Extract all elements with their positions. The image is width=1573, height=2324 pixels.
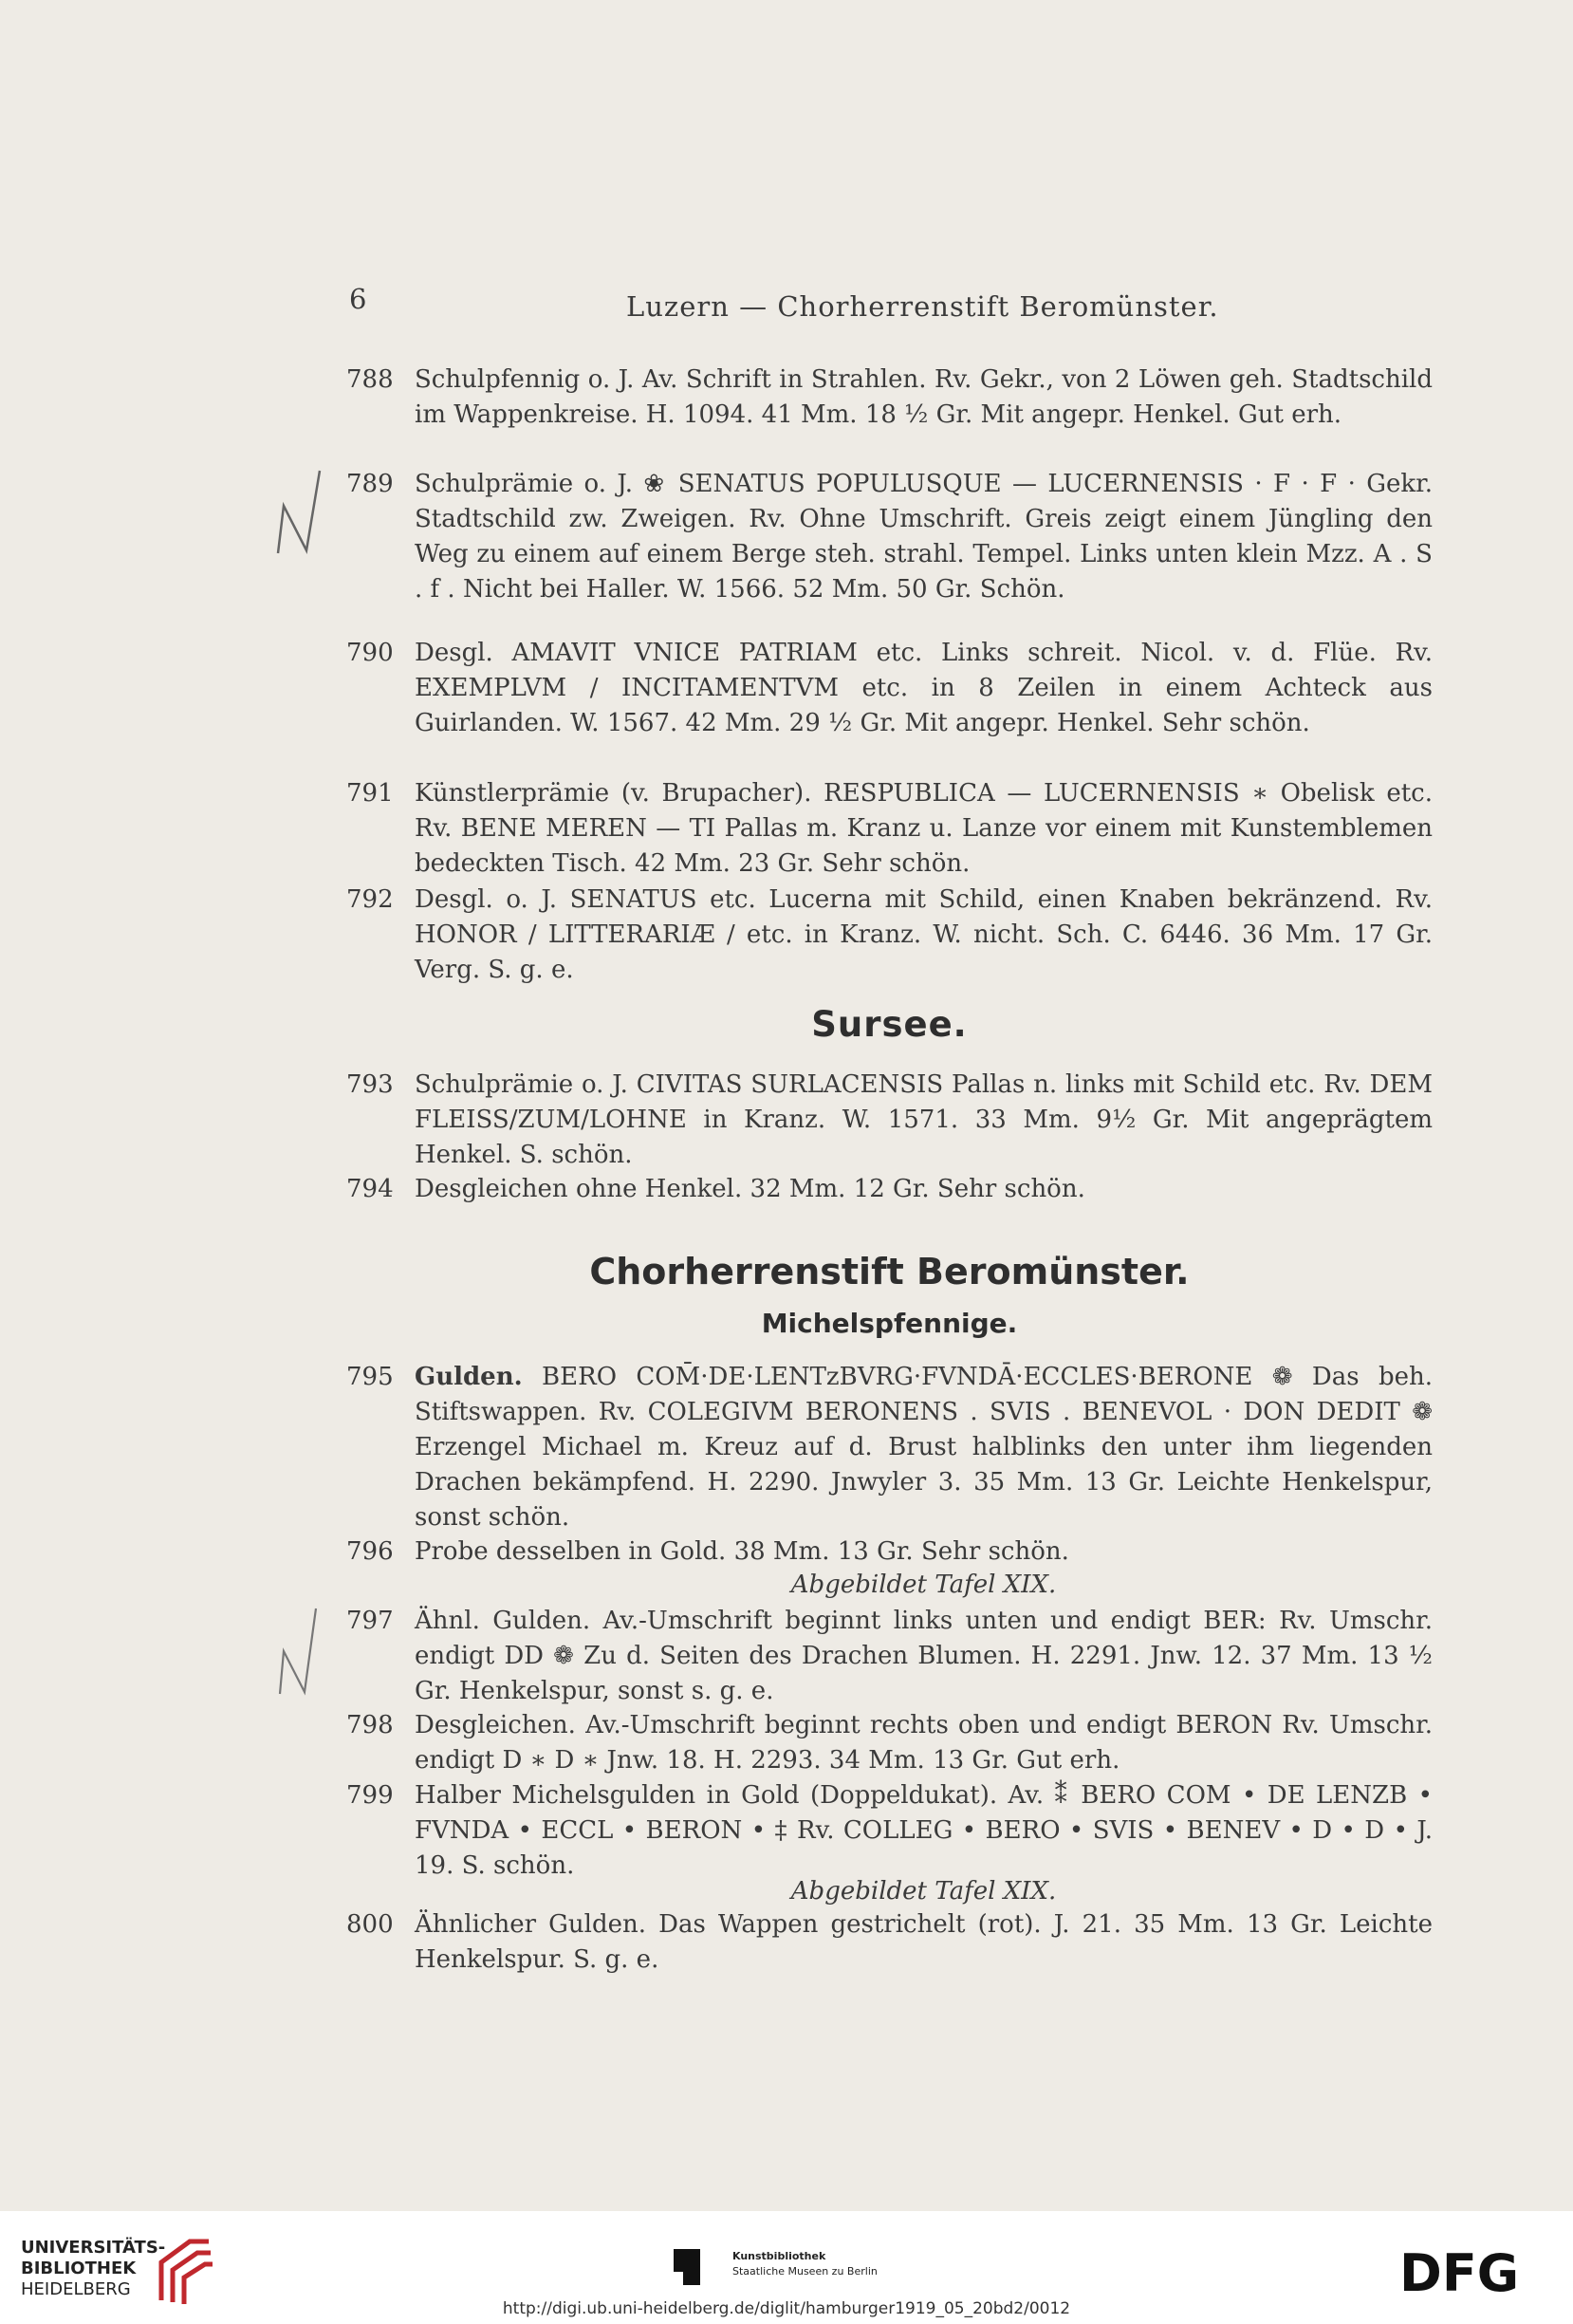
lot-entry-797: [346, 1604, 1433, 1709]
lot-entry-788: [346, 363, 1433, 433]
university-library-name[interactable]: [21, 2238, 165, 2300]
university-logo-icon[interactable]: [152, 2234, 218, 2310]
lot-description: Desgleichen. Av.-Umschrift beginnt rechts oben und endigt BERON Rv. Umschr. endigt D ∗ D ∗ Jnw. 18. H. 2293. 34 Mm. 13 Gr. Gut erh.: [415, 1711, 1433, 1775]
lot-number: 798: [346, 1711, 394, 1739]
lot-entry-789: [346, 467, 1433, 607]
pencil-mark-icon: [270, 463, 327, 567]
page-number: 6: [349, 283, 367, 315]
lot-description: Desgl. o. J. SENATUS etc. Lucerna mit Schild, einen Knaben bekränzend. Rv. HONOR / LITTERARIÆ / etc. in Kranz. W. nicht. Sch. C. 6446. 36 Mm. 17 Gr. Verg. S. g. e.: [415, 885, 1433, 984]
lot-number: 797: [346, 1607, 394, 1635]
lot-entry-794: [346, 1172, 1433, 1207]
lot-number: 800: [346, 1910, 394, 1939]
subsection-heading-michelspfennige: Michelspfennige.: [761, 1308, 1018, 1339]
lot-description: Desgleichen ohne Henkel. 32 Mm. 12 Gr. Sehr schön.: [415, 1175, 1085, 1203]
page-url[interactable]: http://digi.ub.uni-heidelberg.de/diglit/hamburger1919_05_20bd2/0012: [502, 2299, 1071, 2318]
lot-description: Schulprämie o. J. CIVITAS SURLACENSIS Pallas n. links mit Schild etc. Rv. DEM FLEISS/ZUM/LOHNE in Kranz. W. 1571. 33 Mm. 9½ Gr. Mit angeprägtem Henkel. S. schön.: [415, 1070, 1433, 1169]
kunstbibliothek-name: [732, 2249, 878, 2279]
lot-description: Halber Michelsgulden in Gold (Doppeldukat). Av. ⁑ BERO COM • DE LENZB • FVNDA • ECCL • BERON • ‡ Rv. COLLEG • BERO • SVIS • BENEV • D • D • J. 19. S. schön.: [415, 1781, 1433, 1880]
dfg-logo-text: DFG: [1399, 2247, 1520, 2295]
lot-description: Desgl. AMAVIT VNICE PATRIAM etc. Links schreit. Nicol. v. d. Flüe. Rv. EXEMPLVM / INCITAMENTVM etc. in 8 Zeilen in einem Achteck aus Guirlanden. W. 1567. 42 Mm. 29 ½ Gr. Mit angepr. Henkel. Sehr schön.: [415, 639, 1433, 737]
lot-number: 799: [346, 1781, 394, 1810]
lot-description-text: BERO COM̄·DE·LENTzBVRG·FVNDĀ·ECCLES·BERONE ❁ Das beh. Stiftswappen. Rv. COLEGIVM BERONENS . SVIS . BENEVOL · DON DEDIT ❁ Erzengel Michael m. Kreuz auf d. Brust halblinks den unter ihm liegenden Drachen bekämpfend. H. 2290. Jnwyler 3. 35 Mm. 13 Gr. Leichte Henkelspur, sonst schön.: [415, 1363, 1433, 1532]
uni-name-line: UNIVERSITÄTS-: [21, 2238, 166, 2258]
dfg-logo[interactable]: [1399, 2247, 1556, 2295]
lot-entry-799: [346, 1778, 1433, 1884]
lot-lead-word: Gulden.: [415, 1363, 523, 1391]
lot-description: Schulprämie o. J. ❀ SENATUS POPULUSQUE — LUCERNENSIS · F · F · Gekr. Stadtschild zw. Zweigen. Rv. Ohne Umschrift. Greis zeigt einem Jüngling den Weg zu einem auf einem Berge steh. strahl. Tempel. Links unten klein Mzz. A . S . f . Nicht bei Haller. W. 1566. 52 Mm. 50 Gr. Schön.: [415, 470, 1433, 604]
lot-description: Schulpfennig o. J. Av. Schrift in Strahlen. Rv. Gekr., von 2 Löwen geh. Stadtschild im Wappenkreise. H. 1094. 41 Mm. 18 ½ Gr. Mit angepr. Henkel. Gut erh.: [415, 365, 1433, 429]
running-title: Luzern — Chorherrenstift Beromünster.: [626, 290, 1219, 323]
lot-number: 794: [346, 1175, 394, 1203]
lot-number: 790: [346, 639, 394, 667]
lot-description: [415, 1360, 1433, 1535]
lot-number: 791: [346, 779, 394, 808]
plate-reference-799: Abgebildet Tafel XIX.: [790, 1877, 1057, 1906]
lot-number: 796: [346, 1537, 394, 1566]
section-heading-chorherrenstift: Chorherrenstift Beromünster.: [589, 1251, 1190, 1292]
plate-reference-796: Abgebildet Tafel XIX.: [790, 1571, 1057, 1599]
uni-name-line: HEIDELBERG: [21, 2279, 131, 2299]
lot-entry-795: [346, 1360, 1433, 1535]
uni-name-line: BIBLIOTHEK: [21, 2259, 137, 2278]
lot-number: 788: [346, 365, 394, 394]
lot-entry-800: [346, 1907, 1433, 1978]
lot-description: Probe desselben in Gold. 38 Mm. 13 Gr. Sehr schön.: [415, 1537, 1069, 1566]
lot-number: 793: [346, 1070, 394, 1099]
lot-entry-793: [346, 1068, 1433, 1173]
lot-entry-790: [346, 636, 1433, 741]
lot-entry-792: [346, 883, 1433, 988]
lot-number: 795: [346, 1363, 394, 1391]
lot-entry-796: [346, 1534, 1433, 1570]
lot-entry-798: [346, 1708, 1433, 1778]
lot-description: Ähnlicher Gulden. Das Wappen gestrichelt (rot). J. 21. 35 Mm. 13 Gr. Leichte Henkelspur. S. g. e.: [415, 1910, 1433, 1974]
section-heading-sursee: Sursee.: [811, 1004, 968, 1045]
lot-number: 792: [346, 885, 394, 914]
lot-number: 789: [346, 470, 394, 498]
footer-bar: [0, 2211, 1573, 2324]
lot-description: Ähnl. Gulden. Av.-Umschrift beginnt links unten und endigt BER: Rv. Umschr. endigt DD ❁ Zu d. Seiten des Drachen Blumen. H. 2291. Jnw. 12. 37 Mm. 13 ½ Gr. Henkelspur, sonst s. g. e.: [415, 1607, 1433, 1705]
pencil-mark-icon: [270, 1599, 327, 1703]
kunstbibliothek-logo-icon[interactable]: [674, 2249, 700, 2285]
lot-description: Künstlerprämie (v. Brupacher). RESPUBLICA — LUCERNENSIS ∗ Obelisk etc. Rv. BENE MEREN — TI Pallas m. Kranz u. Lanze vor einem mit Kunstemblemen bedeckten Tisch. 42 Mm. 23 Gr. Sehr schön.: [415, 779, 1433, 878]
lot-entry-791: [346, 776, 1433, 882]
kb-name-line: Kunstbibliothek: [732, 2250, 826, 2262]
kb-name-line: Staatliche Museen zu Berlin: [732, 2265, 878, 2278]
